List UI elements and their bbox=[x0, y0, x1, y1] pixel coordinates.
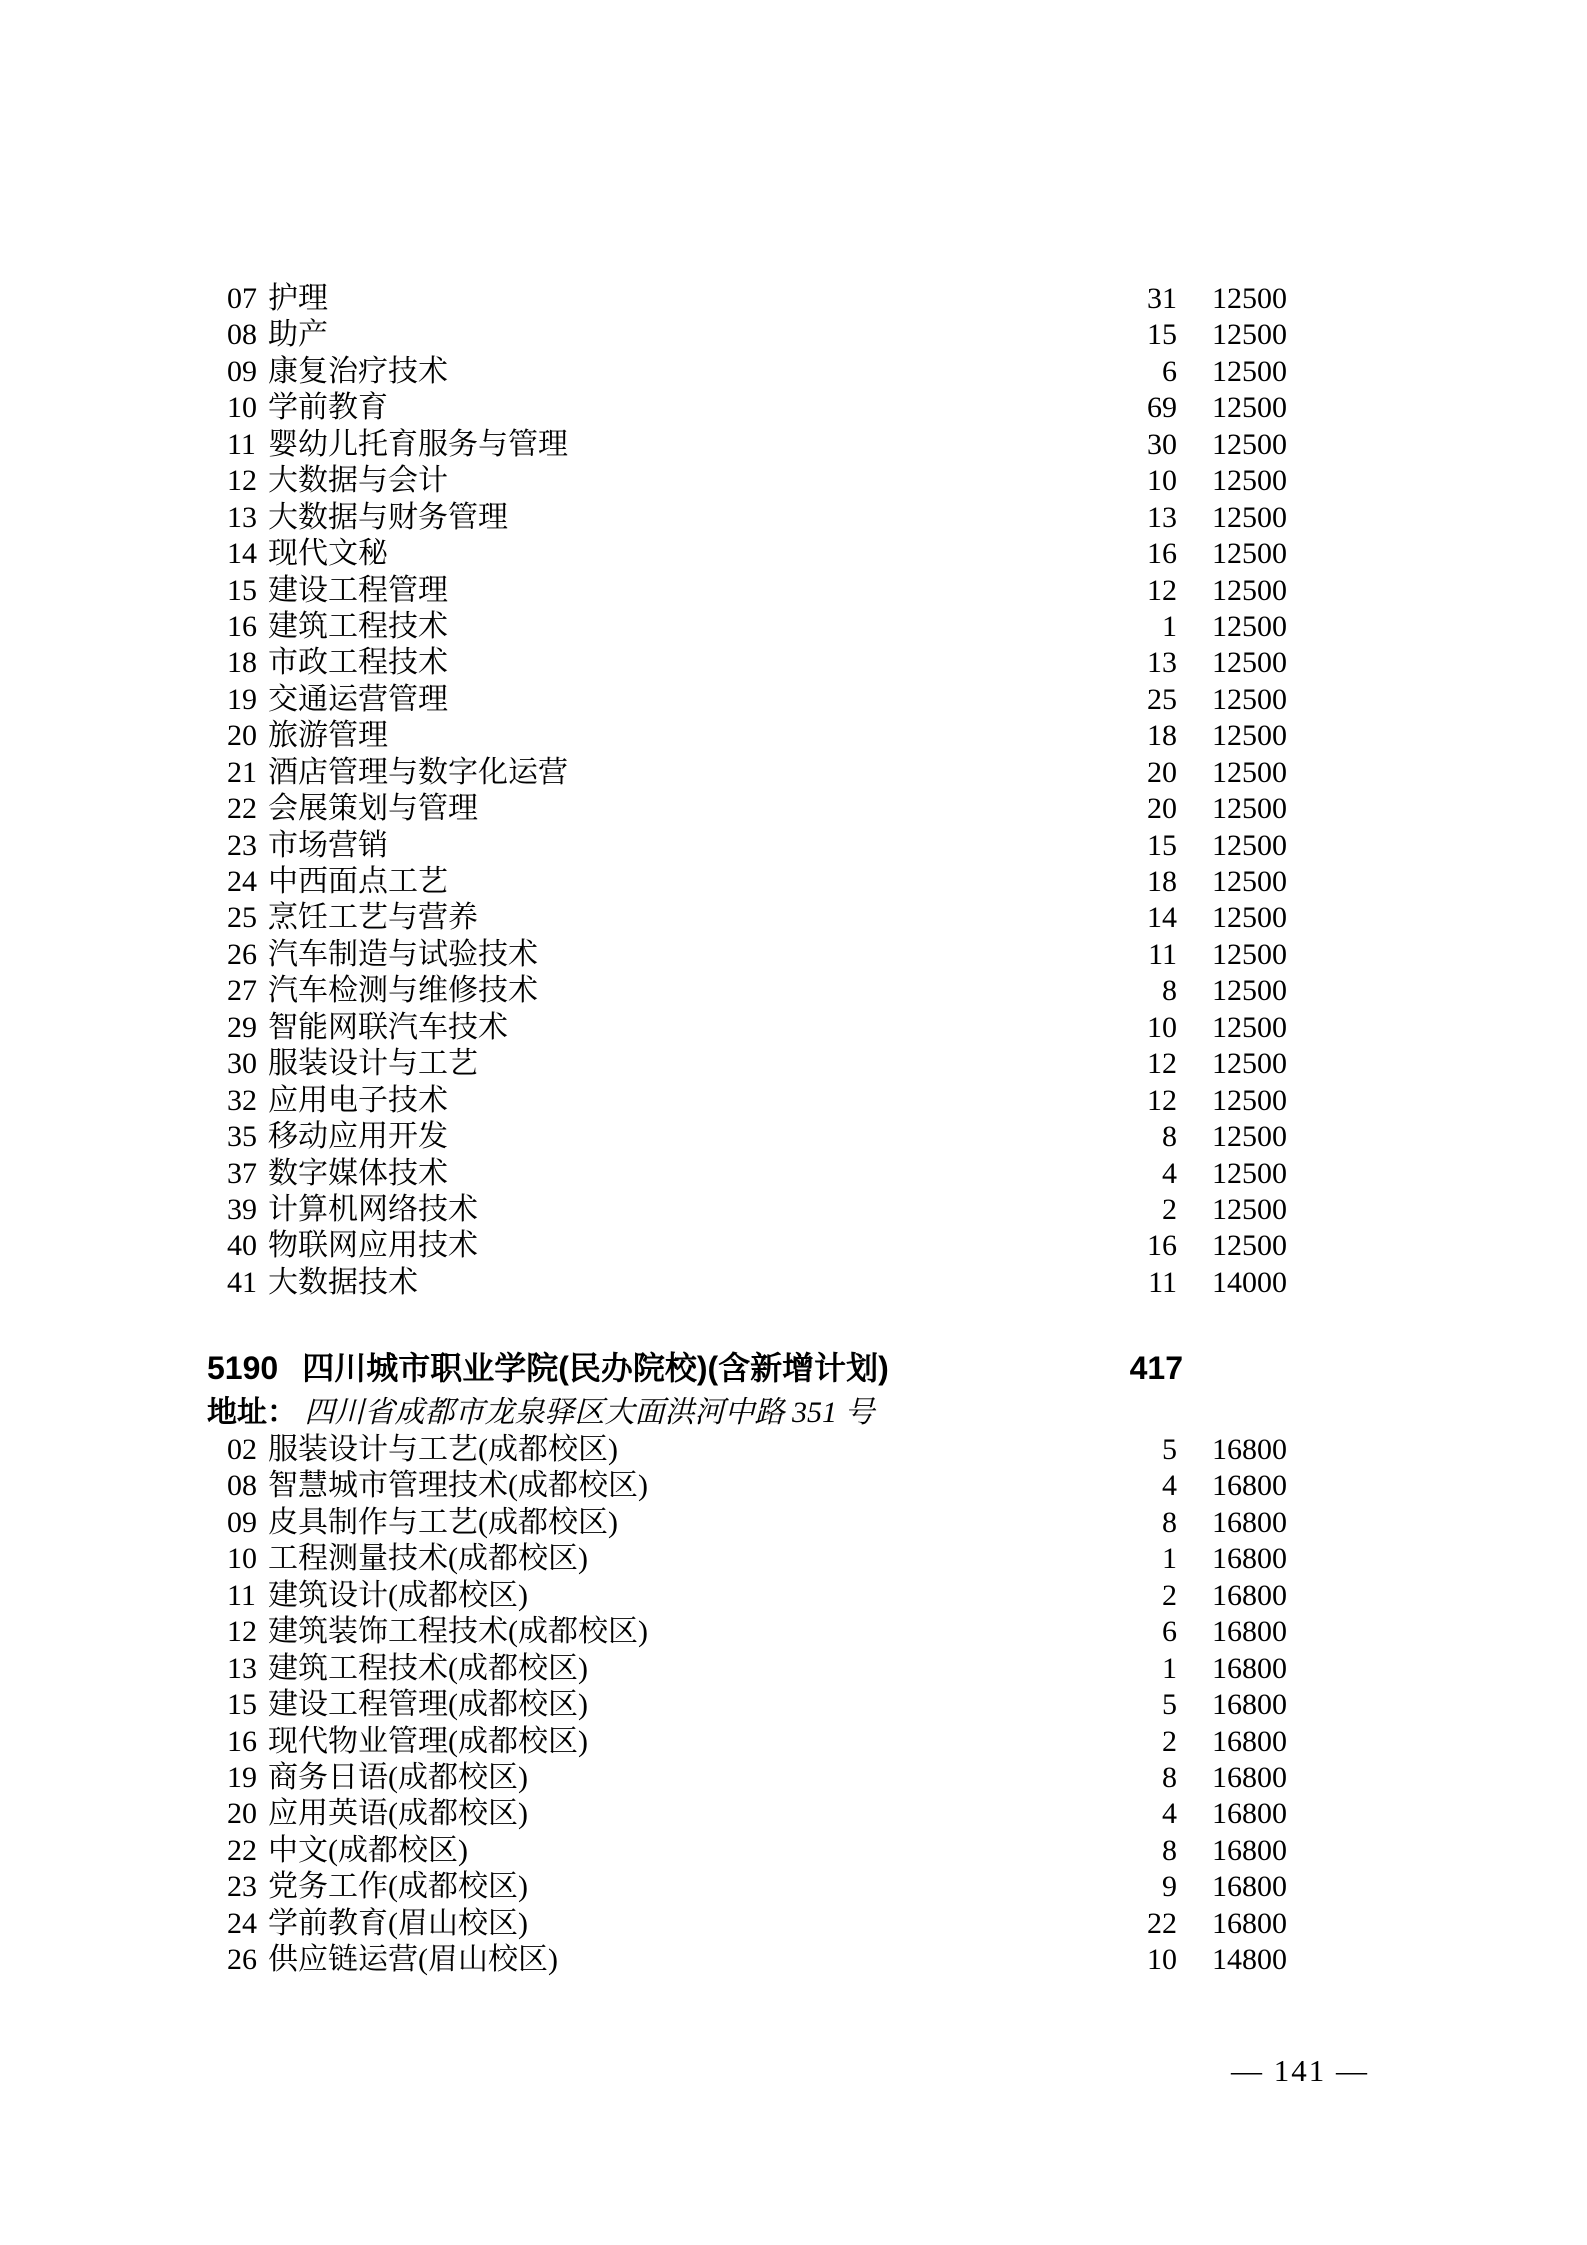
major-code: 09 bbox=[227, 1505, 257, 1539]
major-row bbox=[227, 1083, 1287, 1119]
major-plan-count: 4 bbox=[1162, 1156, 1177, 1190]
major-tuition-fee: 16800 bbox=[1212, 1724, 1287, 1758]
major-plan-count: 20 bbox=[1147, 792, 1177, 826]
major-name: 大数据与会计 bbox=[268, 464, 448, 498]
major-tuition-fee: 12500 bbox=[1212, 1156, 1287, 1190]
major-name: 移动应用开发 bbox=[268, 1120, 448, 1154]
major-code: 08 bbox=[227, 1469, 257, 1503]
major-plan-count: 15 bbox=[1147, 828, 1177, 862]
major-plan-count: 14 bbox=[1147, 901, 1177, 935]
college-name: 四川城市职业学院(民办院校)(含新增计划) bbox=[302, 1350, 889, 1386]
major-row bbox=[227, 1119, 1287, 1155]
major-tuition-fee: 12500 bbox=[1212, 427, 1287, 461]
major-tuition-fee: 12500 bbox=[1212, 682, 1287, 716]
major-row bbox=[227, 900, 1287, 936]
major-tuition-fee: 12500 bbox=[1212, 719, 1287, 753]
major-code: 16 bbox=[227, 609, 257, 643]
major-code: 10 bbox=[227, 391, 257, 425]
major-plan-count: 69 bbox=[1147, 391, 1177, 425]
major-row bbox=[227, 645, 1287, 681]
major-tuition-fee: 16800 bbox=[1212, 1542, 1287, 1576]
major-name: 建设工程管理(成都校区) bbox=[268, 1688, 588, 1722]
major-code: 30 bbox=[227, 1047, 257, 1081]
major-tuition-fee: 12500 bbox=[1212, 1120, 1287, 1154]
major-row bbox=[227, 281, 1287, 317]
major-row bbox=[227, 1578, 1287, 1614]
major-name: 汽车制造与试验技术 bbox=[268, 937, 538, 971]
major-code: 39 bbox=[227, 1192, 257, 1226]
major-name: 现代物业管理(成都校区) bbox=[268, 1724, 588, 1758]
major-name: 建筑装饰工程技术(成都校区) bbox=[268, 1615, 648, 1649]
major-code: 21 bbox=[227, 755, 257, 789]
major-tuition-fee: 12500 bbox=[1212, 537, 1287, 571]
major-tuition-fee: 16800 bbox=[1212, 1469, 1287, 1503]
majors-list-college-5190 bbox=[227, 1432, 1287, 1979]
major-code: 40 bbox=[227, 1229, 257, 1263]
major-tuition-fee: 12500 bbox=[1212, 1229, 1287, 1263]
major-tuition-fee: 12500 bbox=[1212, 755, 1287, 789]
major-plan-count: 13 bbox=[1147, 500, 1177, 534]
major-plan-count: 8 bbox=[1162, 974, 1177, 1008]
major-plan-count: 2 bbox=[1162, 1192, 1177, 1226]
major-name: 旅游管理 bbox=[268, 719, 388, 753]
major-row bbox=[227, 317, 1287, 353]
major-code: 13 bbox=[227, 500, 257, 534]
major-row bbox=[227, 973, 1287, 1009]
major-row bbox=[227, 1869, 1287, 1905]
major-plan-count: 31 bbox=[1147, 282, 1177, 315]
major-tuition-fee: 16800 bbox=[1212, 1870, 1287, 1904]
major-name: 建筑工程技术 bbox=[268, 609, 448, 643]
major-plan-count: 1 bbox=[1162, 609, 1177, 643]
major-name: 学前教育(眉山校区) bbox=[268, 1906, 528, 1940]
major-plan-count: 11 bbox=[1148, 1265, 1177, 1299]
major-code: 23 bbox=[227, 1870, 257, 1904]
major-name: 智能网联汽车技术 bbox=[268, 1010, 508, 1044]
major-plan-count: 12 bbox=[1147, 1047, 1177, 1081]
major-row bbox=[227, 1468, 1287, 1504]
major-row bbox=[227, 1833, 1287, 1869]
major-plan-count: 2 bbox=[1162, 1724, 1177, 1758]
major-name: 应用英语(成都校区) bbox=[268, 1797, 528, 1831]
major-plan-count: 16 bbox=[1147, 1229, 1177, 1263]
majors-list-continued bbox=[227, 281, 1287, 1301]
page-number: — 141 — bbox=[1231, 2053, 1369, 2088]
major-code: 24 bbox=[227, 865, 257, 898]
major-plan-count: 10 bbox=[1147, 464, 1177, 498]
major-row bbox=[227, 828, 1287, 864]
major-row bbox=[227, 1614, 1287, 1650]
major-tuition-fee: 16800 bbox=[1212, 1906, 1287, 1940]
major-name: 建筑工程技术(成都校区) bbox=[268, 1651, 588, 1685]
major-tuition-fee: 12500 bbox=[1212, 1192, 1287, 1226]
major-row bbox=[227, 937, 1287, 973]
major-row bbox=[227, 791, 1287, 827]
major-plan-count: 1 bbox=[1162, 1542, 1177, 1576]
major-plan-count: 4 bbox=[1162, 1469, 1177, 1503]
major-plan-count: 18 bbox=[1147, 865, 1177, 898]
major-row bbox=[227, 1505, 1287, 1541]
major-code: 37 bbox=[227, 1156, 257, 1190]
major-plan-count: 18 bbox=[1147, 719, 1177, 753]
major-plan-count: 8 bbox=[1162, 1120, 1177, 1154]
major-name: 学前教育 bbox=[268, 391, 388, 425]
major-tuition-fee: 12500 bbox=[1212, 646, 1287, 680]
major-tuition-fee: 12500 bbox=[1212, 464, 1287, 498]
major-row bbox=[227, 1432, 1287, 1468]
major-plan-count: 13 bbox=[1147, 646, 1177, 680]
major-row bbox=[227, 609, 1287, 645]
major-tuition-fee: 16800 bbox=[1212, 1505, 1287, 1539]
major-name: 供应链运营(眉山校区) bbox=[268, 1943, 558, 1977]
major-tuition-fee: 14000 bbox=[1212, 1265, 1287, 1299]
major-plan-count: 30 bbox=[1147, 427, 1177, 461]
major-row bbox=[227, 1046, 1287, 1082]
major-tuition-fee: 16800 bbox=[1212, 1578, 1287, 1612]
major-tuition-fee: 12500 bbox=[1212, 1010, 1287, 1044]
major-row bbox=[227, 1541, 1287, 1577]
major-name: 大数据与财务管理 bbox=[268, 500, 508, 534]
major-row bbox=[227, 1156, 1287, 1192]
major-name: 会展策划与管理 bbox=[268, 792, 478, 826]
major-plan-count: 12 bbox=[1147, 573, 1177, 607]
major-name: 烹饪工艺与营养 bbox=[268, 901, 478, 935]
college-header bbox=[207, 1348, 1287, 1388]
major-name: 中文(成都校区) bbox=[268, 1833, 468, 1867]
major-code: 25 bbox=[227, 901, 257, 935]
major-code: 02 bbox=[227, 1433, 257, 1466]
major-tuition-fee: 12500 bbox=[1212, 282, 1287, 315]
major-plan-count: 2 bbox=[1162, 1578, 1177, 1612]
address-label: 地址： bbox=[207, 1396, 297, 1429]
major-row bbox=[227, 1724, 1287, 1760]
major-name: 现代文秘 bbox=[268, 537, 388, 571]
major-name: 市场营销 bbox=[268, 828, 388, 862]
major-tuition-fee: 16800 bbox=[1212, 1688, 1287, 1722]
major-code: 23 bbox=[227, 828, 257, 862]
major-tuition-fee: 12500 bbox=[1212, 828, 1287, 862]
major-code: 22 bbox=[227, 792, 257, 826]
major-tuition-fee: 12500 bbox=[1212, 354, 1287, 388]
major-name: 工程测量技术(成都校区) bbox=[268, 1542, 588, 1576]
major-tuition-fee: 12500 bbox=[1212, 792, 1287, 826]
major-row bbox=[227, 536, 1287, 572]
major-row bbox=[227, 1651, 1287, 1687]
major-tuition-fee: 16800 bbox=[1212, 1615, 1287, 1649]
major-name: 服装设计与工艺(成都校区) bbox=[268, 1433, 618, 1466]
major-plan-count: 6 bbox=[1162, 1615, 1177, 1649]
major-tuition-fee: 12500 bbox=[1212, 937, 1287, 971]
major-row bbox=[227, 755, 1287, 791]
major-name: 护理 bbox=[268, 282, 328, 315]
major-tuition-fee: 12500 bbox=[1212, 573, 1287, 607]
major-tuition-fee: 16800 bbox=[1212, 1797, 1287, 1831]
major-code: 26 bbox=[227, 937, 257, 971]
major-row bbox=[227, 1796, 1287, 1832]
major-plan-count: 5 bbox=[1162, 1688, 1177, 1722]
major-name: 数字媒体技术 bbox=[268, 1156, 448, 1190]
college-code: 5190 bbox=[207, 1350, 279, 1386]
major-tuition-fee: 12500 bbox=[1212, 901, 1287, 935]
major-row bbox=[227, 1760, 1287, 1796]
major-name: 应用电子技术 bbox=[268, 1083, 448, 1117]
college-address-line bbox=[207, 1395, 1287, 1431]
college-total-plan: 417 bbox=[1129, 1350, 1183, 1386]
major-code: 11 bbox=[227, 1578, 256, 1612]
major-tuition-fee: 12500 bbox=[1212, 609, 1287, 643]
major-tuition-fee: 16800 bbox=[1212, 1433, 1287, 1466]
major-plan-count: 9 bbox=[1162, 1870, 1177, 1904]
major-code: 35 bbox=[227, 1120, 257, 1154]
major-tuition-fee: 16800 bbox=[1212, 1651, 1287, 1685]
major-code: 16 bbox=[227, 1724, 257, 1758]
major-row bbox=[227, 718, 1287, 754]
major-code: 27 bbox=[227, 974, 257, 1008]
major-tuition-fee: 12500 bbox=[1212, 865, 1287, 898]
major-row bbox=[227, 1687, 1287, 1723]
major-name: 党务工作(成都校区) bbox=[268, 1870, 528, 1904]
major-row bbox=[227, 500, 1287, 536]
major-name: 智慧城市管理技术(成都校区) bbox=[268, 1469, 648, 1503]
major-row bbox=[227, 1265, 1287, 1301]
major-code: 11 bbox=[227, 427, 256, 461]
major-row bbox=[227, 573, 1287, 609]
major-tuition-fee: 12500 bbox=[1212, 1047, 1287, 1081]
major-row bbox=[227, 463, 1287, 499]
major-code: 19 bbox=[227, 682, 257, 716]
major-code: 14 bbox=[227, 537, 257, 571]
major-name: 市政工程技术 bbox=[268, 646, 448, 680]
major-name: 汽车检测与维修技术 bbox=[268, 974, 538, 1008]
major-plan-count: 22 bbox=[1147, 1906, 1177, 1940]
major-plan-count: 6 bbox=[1162, 354, 1177, 388]
major-code: 22 bbox=[227, 1833, 257, 1867]
address-text: 四川省成都市龙泉驿区大面洪河中路 351 号 bbox=[304, 1396, 875, 1429]
major-tuition-fee: 16800 bbox=[1212, 1833, 1287, 1867]
major-plan-count: 5 bbox=[1162, 1433, 1177, 1466]
major-code: 15 bbox=[227, 573, 257, 607]
major-row bbox=[227, 354, 1287, 390]
major-row bbox=[227, 1228, 1287, 1264]
major-row bbox=[227, 864, 1287, 900]
major-code: 13 bbox=[227, 1651, 257, 1685]
major-plan-count: 8 bbox=[1162, 1505, 1177, 1539]
major-tuition-fee: 12500 bbox=[1212, 318, 1287, 352]
major-plan-count: 15 bbox=[1147, 318, 1177, 352]
major-code: 32 bbox=[227, 1083, 257, 1117]
major-plan-count: 12 bbox=[1147, 1083, 1177, 1117]
major-code: 20 bbox=[227, 1797, 257, 1831]
major-name: 交通运营管理 bbox=[268, 682, 448, 716]
major-plan-count: 20 bbox=[1147, 755, 1177, 789]
major-name: 助产 bbox=[268, 318, 328, 352]
major-name: 中西面点工艺 bbox=[268, 865, 448, 898]
major-plan-count: 8 bbox=[1162, 1833, 1177, 1867]
major-name: 商务日语(成都校区) bbox=[268, 1760, 528, 1794]
major-name: 物联网应用技术 bbox=[268, 1229, 478, 1263]
major-code: 41 bbox=[227, 1265, 257, 1299]
major-tuition-fee: 12500 bbox=[1212, 500, 1287, 534]
major-row bbox=[227, 1942, 1287, 1978]
major-row bbox=[227, 427, 1287, 463]
major-row bbox=[227, 1906, 1287, 1942]
major-plan-count: 4 bbox=[1162, 1797, 1177, 1831]
major-code: 12 bbox=[227, 1615, 257, 1649]
major-code: 10 bbox=[227, 1542, 257, 1576]
major-name: 建筑设计(成都校区) bbox=[268, 1578, 528, 1612]
major-name: 建设工程管理 bbox=[268, 573, 448, 607]
major-code: 12 bbox=[227, 464, 257, 498]
major-tuition-fee: 16800 bbox=[1212, 1760, 1287, 1794]
major-code: 15 bbox=[227, 1688, 257, 1722]
major-code: 19 bbox=[227, 1760, 257, 1794]
major-name: 皮具制作与工艺(成都校区) bbox=[268, 1505, 618, 1539]
major-plan-count: 8 bbox=[1162, 1760, 1177, 1794]
major-name: 大数据技术 bbox=[268, 1265, 418, 1299]
major-name: 酒店管理与数字化运营 bbox=[268, 755, 568, 789]
major-code: 26 bbox=[227, 1943, 257, 1977]
major-code: 07 bbox=[227, 282, 257, 315]
major-code: 24 bbox=[227, 1906, 257, 1940]
major-row bbox=[227, 390, 1287, 426]
major-tuition-fee: 12500 bbox=[1212, 1083, 1287, 1117]
major-row bbox=[227, 1010, 1287, 1046]
major-name: 服装设计与工艺 bbox=[268, 1047, 478, 1081]
major-name: 计算机网络技术 bbox=[268, 1192, 478, 1226]
major-row bbox=[227, 1192, 1287, 1228]
major-plan-count: 10 bbox=[1147, 1010, 1177, 1044]
major-name: 婴幼儿托育服务与管理 bbox=[268, 427, 568, 461]
major-tuition-fee: 12500 bbox=[1212, 974, 1287, 1008]
major-code: 18 bbox=[227, 646, 257, 680]
major-tuition-fee: 12500 bbox=[1212, 391, 1287, 425]
major-code: 29 bbox=[227, 1010, 257, 1044]
major-plan-count: 1 bbox=[1162, 1651, 1177, 1685]
major-plan-count: 25 bbox=[1147, 682, 1177, 716]
major-name: 康复治疗技术 bbox=[268, 354, 448, 388]
major-row bbox=[227, 682, 1287, 718]
major-code: 08 bbox=[227, 318, 257, 352]
major-tuition-fee: 14800 bbox=[1212, 1943, 1287, 1977]
major-plan-count: 11 bbox=[1148, 937, 1177, 971]
major-plan-count: 16 bbox=[1147, 537, 1177, 571]
major-plan-count: 10 bbox=[1147, 1943, 1177, 1977]
major-code: 20 bbox=[227, 719, 257, 753]
major-code: 09 bbox=[227, 354, 257, 388]
